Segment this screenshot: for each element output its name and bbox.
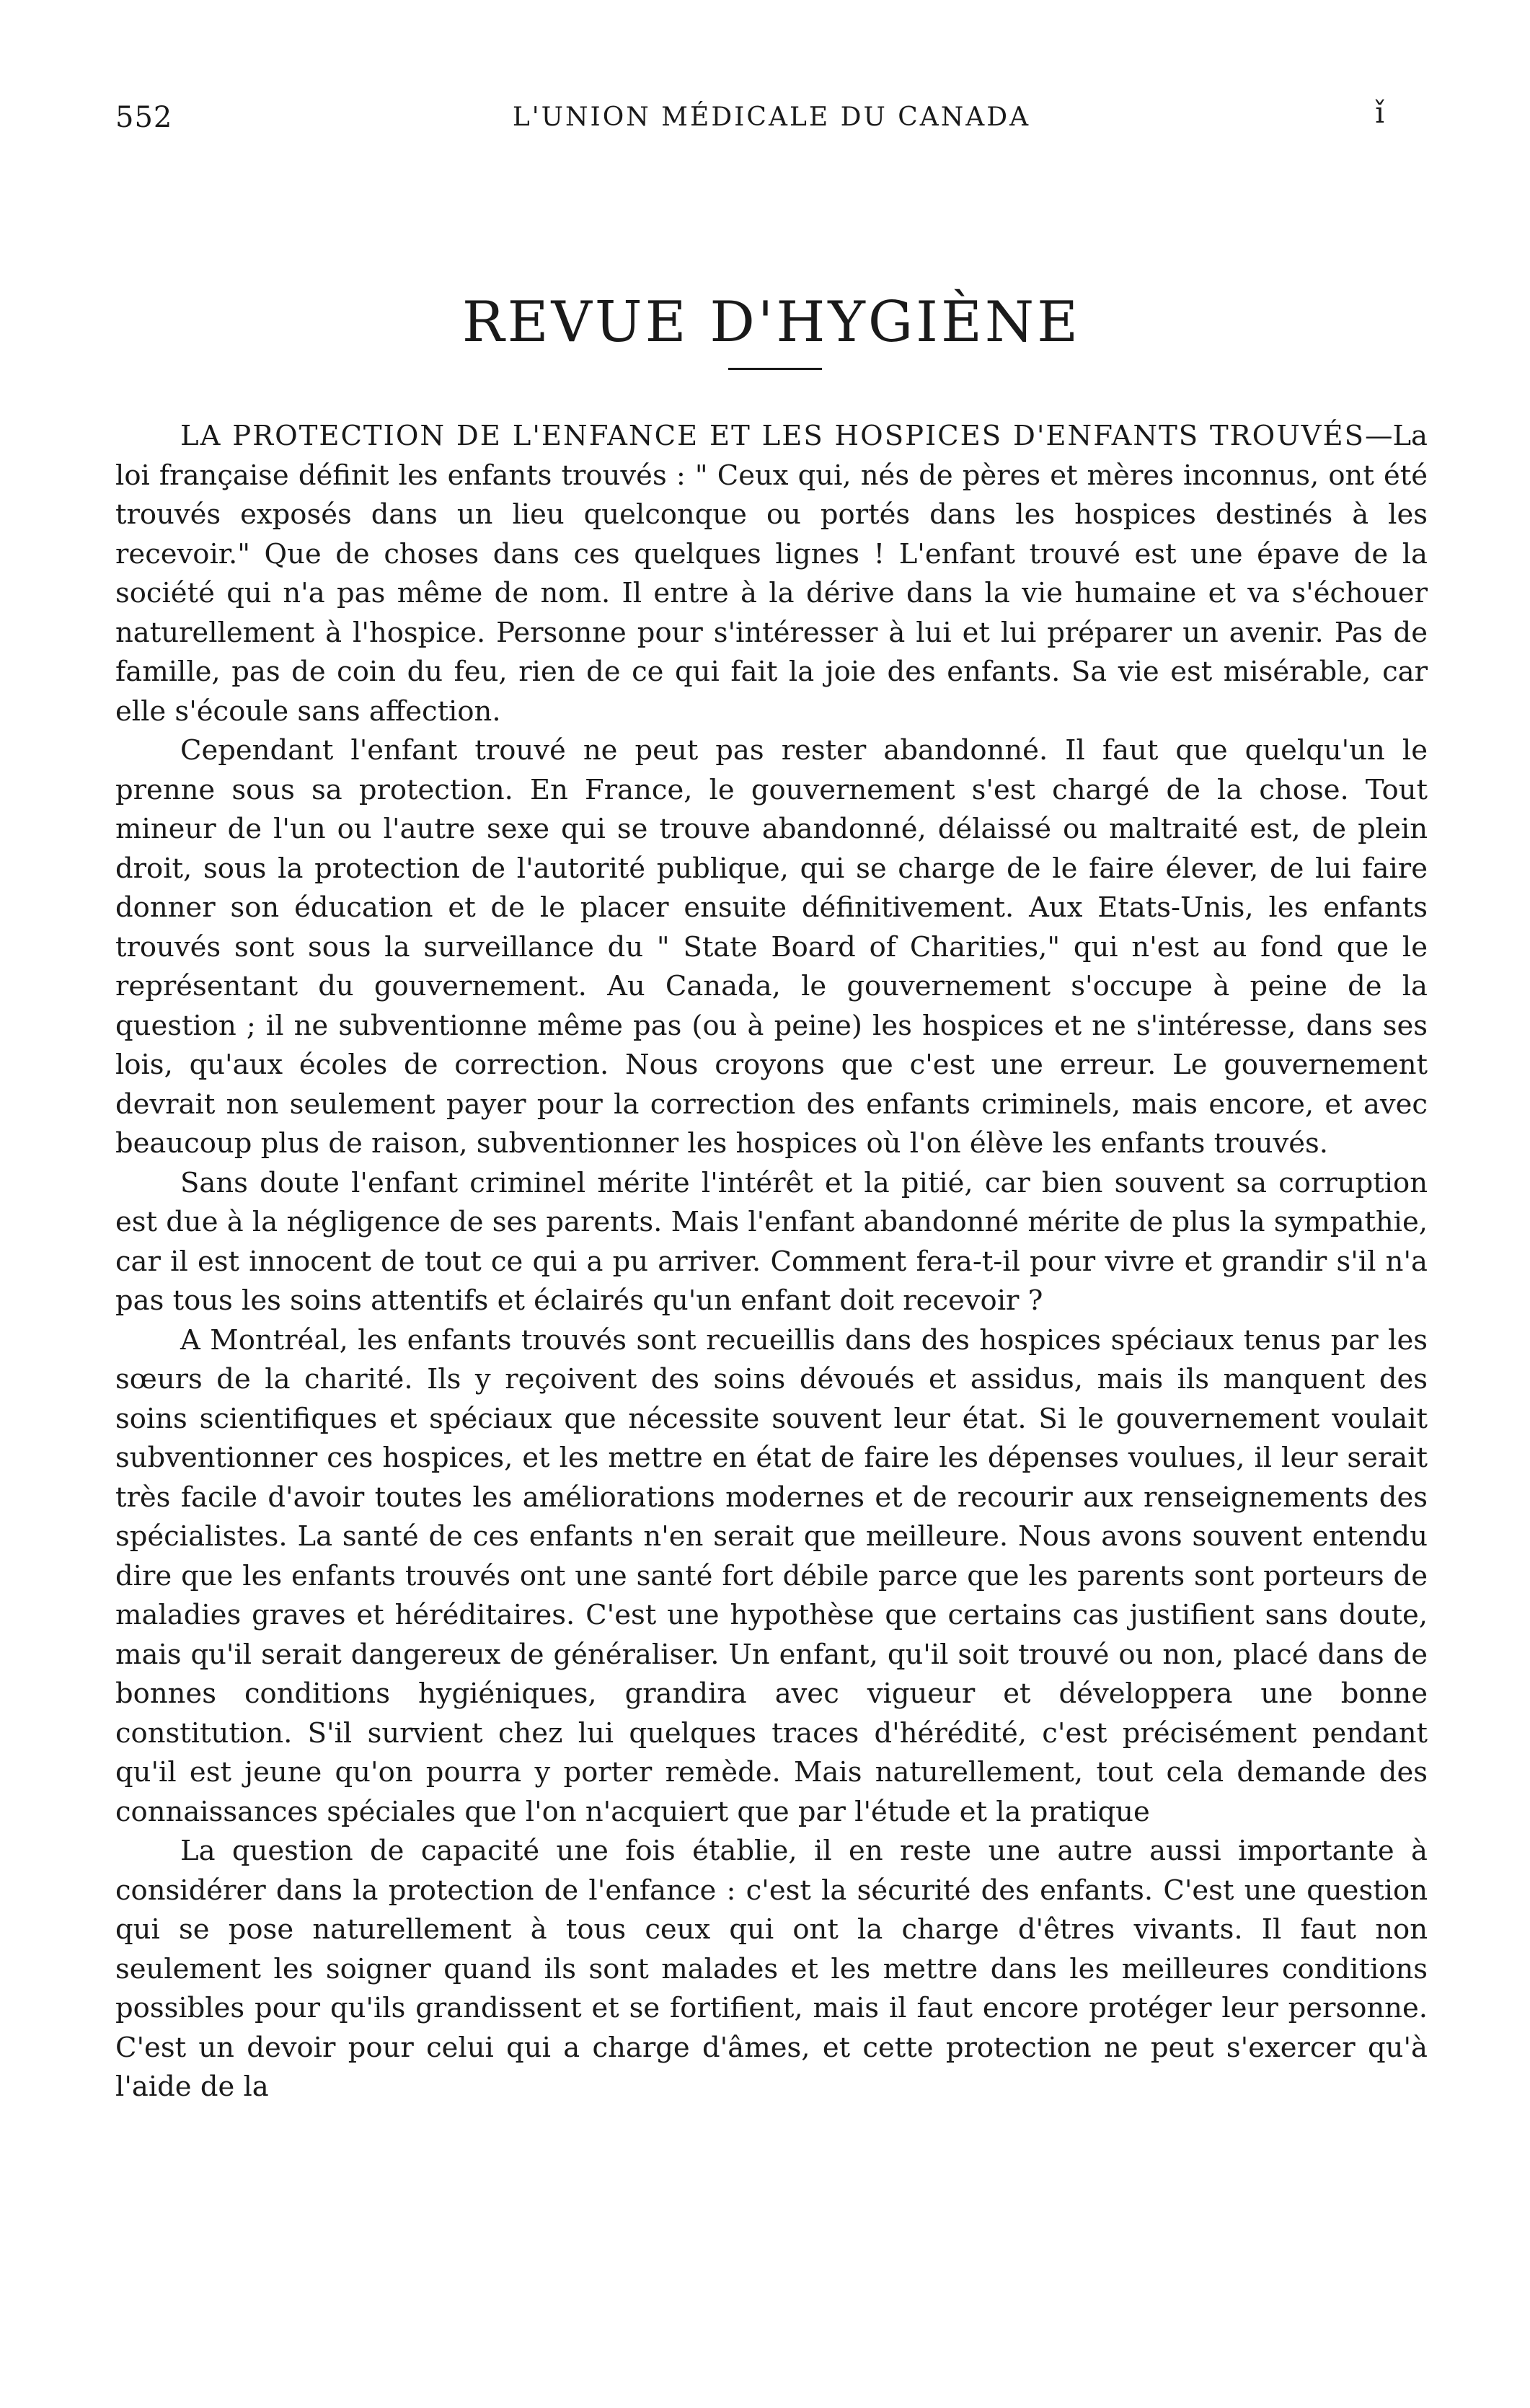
corner-mark: ǐ xyxy=(1375,97,1384,130)
article-title: LA PROTECTION DE L'ENFANCE ET LES HOSPICES D'ENFANTS TROUVÉS xyxy=(180,420,1365,452)
section-title: REVUE D'HYGIÈNE xyxy=(461,290,1082,356)
title-rule xyxy=(728,368,822,370)
paragraph-1 xyxy=(115,417,1428,731)
paragraph-1-text: —La loi française définit les enfants trouvés : " Ceux qui, nés de pères et mères inconnus, ont été trouvés exposés dans un lieu quelconque ou portés dans les hospices destinés à les recevoir." Que de choses dans ces quelques lignes ! L'enfant trouvé est une épave de la société qui n'a pas même de nom. Il entre à la dérive dans la vie humaine et va s'échouer naturellement à l'hospice. Personne pour s'intéresser à lui et lui préparer un avenir. Pas de famille, pas de coin du feu, rien de ce qui fait la joie des enfants. Sa vie est misérable, car elle s'écoule sans affection. xyxy=(115,420,1428,728)
document-page xyxy=(115,87,1428,2380)
paragraph-2: Cependant l'enfant trouvé ne peut pas rester abandonné. Il faut que quelqu'un le prenne sous sa protection. En France, le gouvernement s'est chargé de la chose. Tout mineur de l'un ou l'autre sexe qui se trouve abandonné, délaissé ou maltraité est, de plein droit, sous la protection de l'autorité publique, qui se charge de le faire élever, de lui faire donner son éducation et de le placer ensuite définitivement. Aux Etats-Unis, les enfants trouvés sont sous la surveillance du " State Board of Charities," qui n'est au fond que le représentant du gouvernement. Au Canada, le gouvernement s'occupe à peine de la question ; il ne subventionne même pas (ou à peine) les hospices et ne s'intéresse, dans ses lois, qu'aux écoles de correction. Nous croyons que c'est une erreur. Le gouvernement devrait non seulement payer pour la correction des enfants criminels, mais encore, et avec beaucoup plus de raison, subventionner les hospices où l'on élève les enfants trouvés. xyxy=(115,734,1428,1160)
paragraph-3: Sans doute l'enfant criminel mérite l'intérêt et la pitié, car bien souvent sa corruption est due à la négligence de ses parents. Mais l'enfant abandonné mérite de plus la sympathie, car il est innocent de tout ce qui a pu arriver. Comment fera-t-il pour vivre et grandir s'il n'a pas tous les soins attentifs et éclairés qu'un enfant doit recevoir ? xyxy=(115,1166,1428,1317)
paragraph-5: La question de capacité une fois établie, il en reste une autre aussi importante à considérer dans la protection de l'enfance : c'est la sécurité des enfants. C'est une question qui se pose naturellement à tous ceux qui ont la charge d'êtres vivants. Il faut non seulement les soigner quand ils sont malades et les mettre dans les meilleures conditions possibles pour qu'ils grandissent et se fortifient, mais il faut encore protéger leur personne. C'est un devoir pour celui qui a charge d'âmes, et cette protection ne peut s'exercer qu'à l'aide de la xyxy=(115,1835,1428,2103)
running-head xyxy=(115,97,1428,144)
paragraph-4: A Montréal, les enfants trouvés sont recueillis dans des hospices spéciaux tenus par les sœurs de la charité. Ils y reçoivent des soins dévoués et assidus, mais ils manquent des soins scientifiques et spéciaux que nécessite souvent leur état. Si le gouvernement voulait subventionner ces hospices, et les mettre en état de faire les dépenses voulues, il leur serait très facile d'avoir toutes les améliorations modernes et de recourir aux renseignements des spécialistes. La santé de ces enfants n'en serait que meilleure. Nous avons souvent entendu dire que les enfants trouvés ont une santé fort débile parce que les parents sont porteurs de maladies graves et héréditaires. C'est une hypothèse que certains cas justifient sans doute, mais qu'il serait dangereux de généraliser. Un enfant, qu'il soit trouvé ou non, placé dans de bonnes conditions hygiéniques, grandira avec vigueur et développera une bonne constitution. S'il survient chez lui quelques traces d'hérédité, c'est précisément pendant qu'il est jeune qu'on pourra y porter remède. Mais naturellement, tout cela demande des connaissances spéciales que l'on n'acquiert que par l'étude et la pratique xyxy=(115,1323,1428,1828)
journal-title: L'UNION MÉDICALE DU CANADA xyxy=(512,102,1031,132)
page-number: 552 xyxy=(115,101,173,134)
article-body xyxy=(115,417,1428,2107)
